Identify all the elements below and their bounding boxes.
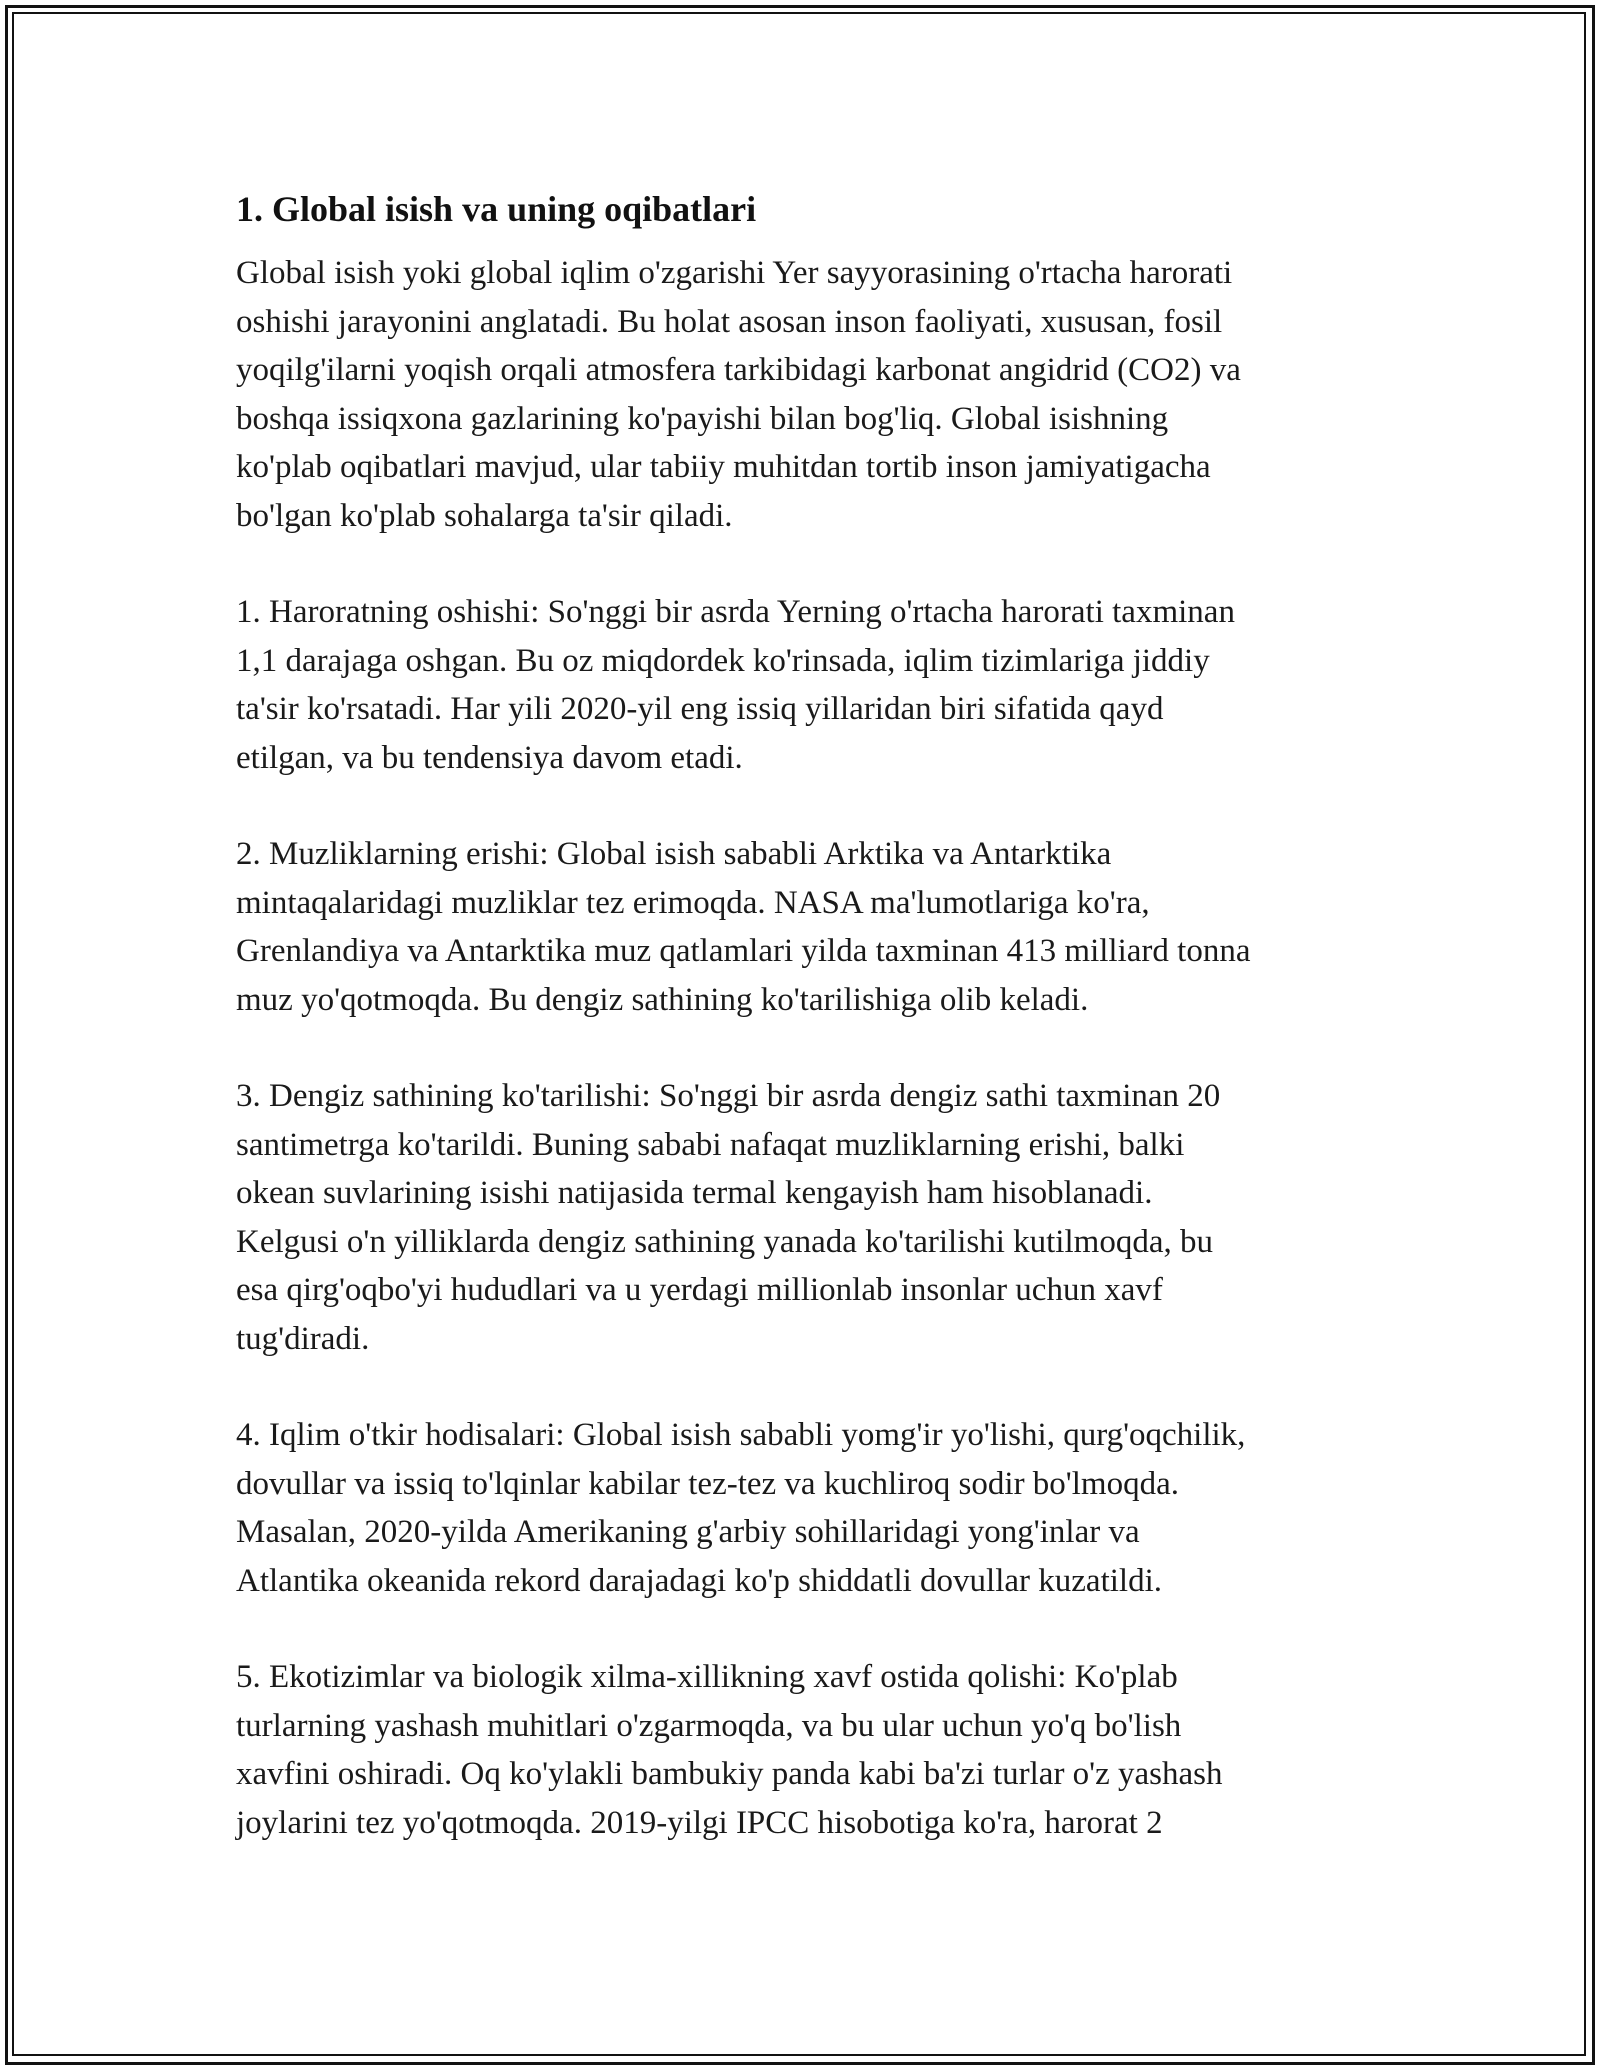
paragraph-extreme-weather: 4. Iqlim o'tkir hodisalari: Global isish sababli yomg'ir yo'lishi, qurg'oqchilik, dovullar va issiq to'lqinlar kabilar tez-tez va kuchliroq sodir bo'lmoqda. Masalan, 2020-yilda Amerikaning g'arbiy sohillaridagi yong'inlar va Atlantika okeanida rekord darajadagi ko'p shiddatli dovullar kuzatildi. [236, 1417, 1246, 1599]
paragraph-ecosystems: 5. Ekotizimlar va biologik xilma-xillikning xavf ostida qolishi: Ko'plab turlarning yashash muhitlari o'zgarmoqda, va bu ular uchun yo'q bo'lish xavfini oshiradi. Oq ko'ylakli bambukiy panda kabi ba'zi turlar o'z yashash joylarini tez yo'qotmoqda. 2019-yilgi IPCC hisobotiga ko'ra, harorat 2 [236, 1659, 1223, 1841]
paragraph-glacier-melting: 2. Muzliklarning erishi: Global isish sababli Arktika va Antarktika mintaqalaridagi muzliklar tez erimoqda. NASA ma'lumotlariga ko'ra, Grenlandiya va Antarktika muz qatlamlari yilda taxminan 413 milliard tonna muz yo'qotmoqda. Bu dengiz sathining ko'tarilishiga olib keladi. [236, 836, 1251, 1018]
document-title: 1. Global isish va uning oqibatlari [236, 189, 757, 229]
document-body [236, 185, 1386, 1895]
intro-paragraph: Global isish yoki global iqlim o'zgarishi Yer sayyorasining o'rtacha harorati oshishi jarayonini anglatadi. Bu holat asosan inson faoliyati, xususan, fosil yoqilg'ilarni yoqish orqali atmosfera tarkibidagi karbonat angidrid (CO2) va boshqa issiqxona gazlarining ko'payishi bilan bog'liq. Global isishning ko'plab oqibatlari mavjud, ular tabiiy muhitdan tortib inson jamiyatigacha bo'lgan ko'plab sohalarga ta'sir qiladi. [236, 255, 1241, 534]
paragraph-temperature-rise: 1. Haroratning oshishi: So'nggi bir asrda Yerning o'rtacha harorati taxminan 1,1 darajaga oshgan. Bu oz miqdordek ko'rinsada, iqlim tizimlariga jiddiy ta'sir ko'rsatadi. Har yili 2020-yil eng issiq yillaridan biri sifatida qayd etilgan, va bu tendensiya davom etadi. [236, 594, 1235, 776]
paragraph-sea-level-rise: 3. Dengiz sathining ko'tarilishi: So'nggi bir asrda dengiz sathi taxminan 20 santimetrga ko'tarildi. Buning sababi nafaqat muzliklarning erishi, balki okean suvlarining isishi natijasida termal kengayish ham hisoblanadi. Kelgusi o'n yilliklarda dengiz sathining yanada ko'tarilishi kutilmoqda, bu esa qirg'oqbo'yi hududlari va u yerdagi millionlab insonlar uchun xavf tug'diradi. [236, 1078, 1221, 1357]
